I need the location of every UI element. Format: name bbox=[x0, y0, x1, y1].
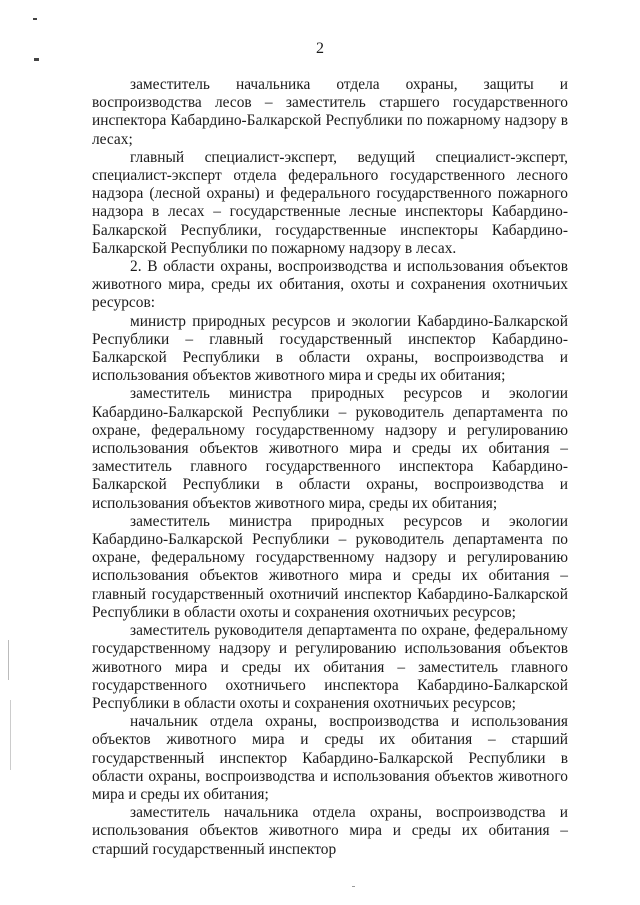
paragraph: заместитель министра природных ресурсов и экологии Кабардино-Балкарской Республики – руководитель департамента по охране, федеральному государственному надзору и регулированию использования объектов животного мира и среды их обитания – главный государственный охотничий инспектор Кабардино-Балкарской Республики в области охоты и сохранения охотничьих ресурсов; bbox=[92, 512, 568, 621]
paragraph: 2. В области охраны, воспроизводства и использования объектов животного мира, среды их обитания, охоты и сохранения охотничьих ресурсов: bbox=[92, 258, 568, 312]
scan-edge-mark bbox=[8, 640, 9, 680]
scan-edge-mark bbox=[10, 700, 11, 770]
paragraph: министр природных ресурсов и экологии Кабардино-Балкарской Республики – главный государственный инспектор Кабардино-Балкарской Республики в области охраны, воспроизводства и использования объектов животного мира и среды их обитания; bbox=[92, 312, 568, 385]
scan-speck bbox=[352, 886, 355, 887]
paragraph: заместитель начальника отдела охраны, защиты и воспроизводства лесов – заместитель старшего государственного инспектора Кабардино-Балкарской Республики по пожарному надзору в лесах; bbox=[92, 76, 568, 148]
scan-speck bbox=[34, 58, 39, 61]
paragraph: начальник отдела охраны, воспроизводства и использования объектов животного мира и среды их обитания – старший государственный инспектор Кабардино-Балкарской Республики в области охраны, воспроизводства и использования объектов животного мира и среды их обитания; bbox=[92, 713, 568, 803]
paragraph: заместитель руководителя департамента по охране, федеральному государственному надзору и регулированию использования объектов животного мира и среды их обитания – заместитель главного государственного охотничьего инспектора Кабардино-Балкарской Республики в области охоты и сохранения охотничьих ресурсов; bbox=[92, 622, 568, 712]
paragraph: заместитель министра природных ресурсов и экологии Кабардино-Балкарской Республики – руководитель департамента по охране, федеральному государственному надзору и регулированию использования объектов животного мира и среды их обитания – заместитель главного государственного инспектора Кабардино-Балкарской Республики в области охраны, воспроизводства и использования объектов животного мира, среды их обитания; bbox=[92, 385, 568, 512]
paragraph: заместитель начальника отдела охраны, воспроизводства и использования объектов животного мира и среды их обитания – старший государственный инспектор bbox=[92, 804, 568, 858]
page-number: 2 bbox=[316, 40, 324, 57]
scan-speck bbox=[33, 18, 37, 20]
document-body bbox=[92, 76, 568, 859]
paragraph: главный специалист-эксперт, ведущий специалист-эксперт, специалист-эксперт отдела федерального государственного лесного надзора (лесной охраны) и федерального государственного пожарного надзора в лесах – государственные лесные инспекторы Кабардино-Балкарской Республики, государственные инспекторы Кабардино-Балкарской Республики по пожарному надзору в лесах. bbox=[92, 148, 568, 257]
